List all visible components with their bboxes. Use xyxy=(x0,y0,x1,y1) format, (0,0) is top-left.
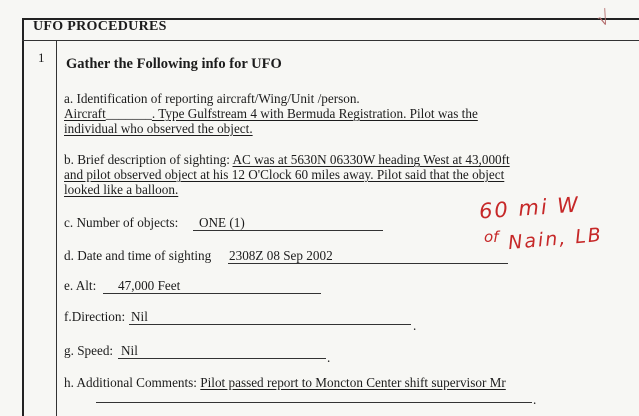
item-h-value: Pilot passed report to Moncton Center shift supervisor Mr xyxy=(200,375,506,390)
item-c-value: ONE (1) xyxy=(199,215,245,230)
item-h-label: h. Additional Comments: xyxy=(64,375,197,390)
item-a-aircraft-lead: Aircraft xyxy=(64,106,106,121)
item-e-value: 47,000 Feet xyxy=(118,278,181,293)
item-b-line1 xyxy=(64,152,510,168)
item-g-end: . xyxy=(327,350,331,365)
item-b-line2: and pilot observed object at his 12 O'Clock 60 miles away. Pilot said that the object xyxy=(64,167,505,182)
item-e-label: e. Alt: xyxy=(64,278,97,293)
item-f-label: f.Direction: xyxy=(64,309,126,324)
handwritten-note-line2: of xyxy=(484,228,499,246)
section-heading: Gather the Following info for UFO xyxy=(66,56,282,72)
item-b-label: b. Brief description of sighting: xyxy=(64,152,230,167)
item-a-line1-rest: . Type Gulfstream 4 with Bermuda Registration. Pilot was the xyxy=(151,106,478,121)
item-h-continuation-line xyxy=(96,402,532,403)
item-f-underline xyxy=(129,324,411,325)
item-d-label: d. Date and time of sighting xyxy=(64,248,212,263)
item-g-value: Nil xyxy=(121,343,138,358)
item-e-underline xyxy=(103,293,321,294)
item-h-line1 xyxy=(64,375,506,391)
item-c-label: c. Number of objects: xyxy=(64,215,179,230)
document-title: UFO PROCEDURES xyxy=(33,19,167,34)
table-row-divider xyxy=(22,40,639,41)
item-f-value: Nil xyxy=(131,309,148,324)
item-a-line1 xyxy=(64,106,478,122)
item-a-blank: _______ xyxy=(105,106,152,121)
item-g-label: g. Speed: xyxy=(64,343,114,358)
item-f-end: . xyxy=(413,318,417,333)
table-column-divider xyxy=(56,40,57,416)
item-a-label: a. Identification of reporting aircraft/Wing/Unit /person. xyxy=(64,91,360,106)
item-d-value: 2308Z 08 Sep 2002 xyxy=(229,248,333,263)
table-left-border xyxy=(22,18,24,416)
item-a-line2: individual who observed the object. xyxy=(64,121,253,136)
handwritten-note-line3: Nain, LB xyxy=(507,223,604,255)
handwritten-note-line1: 60 mi W xyxy=(478,192,581,224)
item-b-line3: looked like a balloon. xyxy=(64,182,179,197)
item-c-underline xyxy=(193,230,383,231)
item-number: 1 xyxy=(38,50,45,65)
item-g-underline xyxy=(118,358,326,359)
item-d-underline xyxy=(228,263,508,264)
item-b-text1: AC was at 5630N 06330W heading West at 43,000ft xyxy=(232,152,510,167)
item-h-end: . xyxy=(533,392,537,407)
check-mark-icon: √ xyxy=(594,6,613,32)
